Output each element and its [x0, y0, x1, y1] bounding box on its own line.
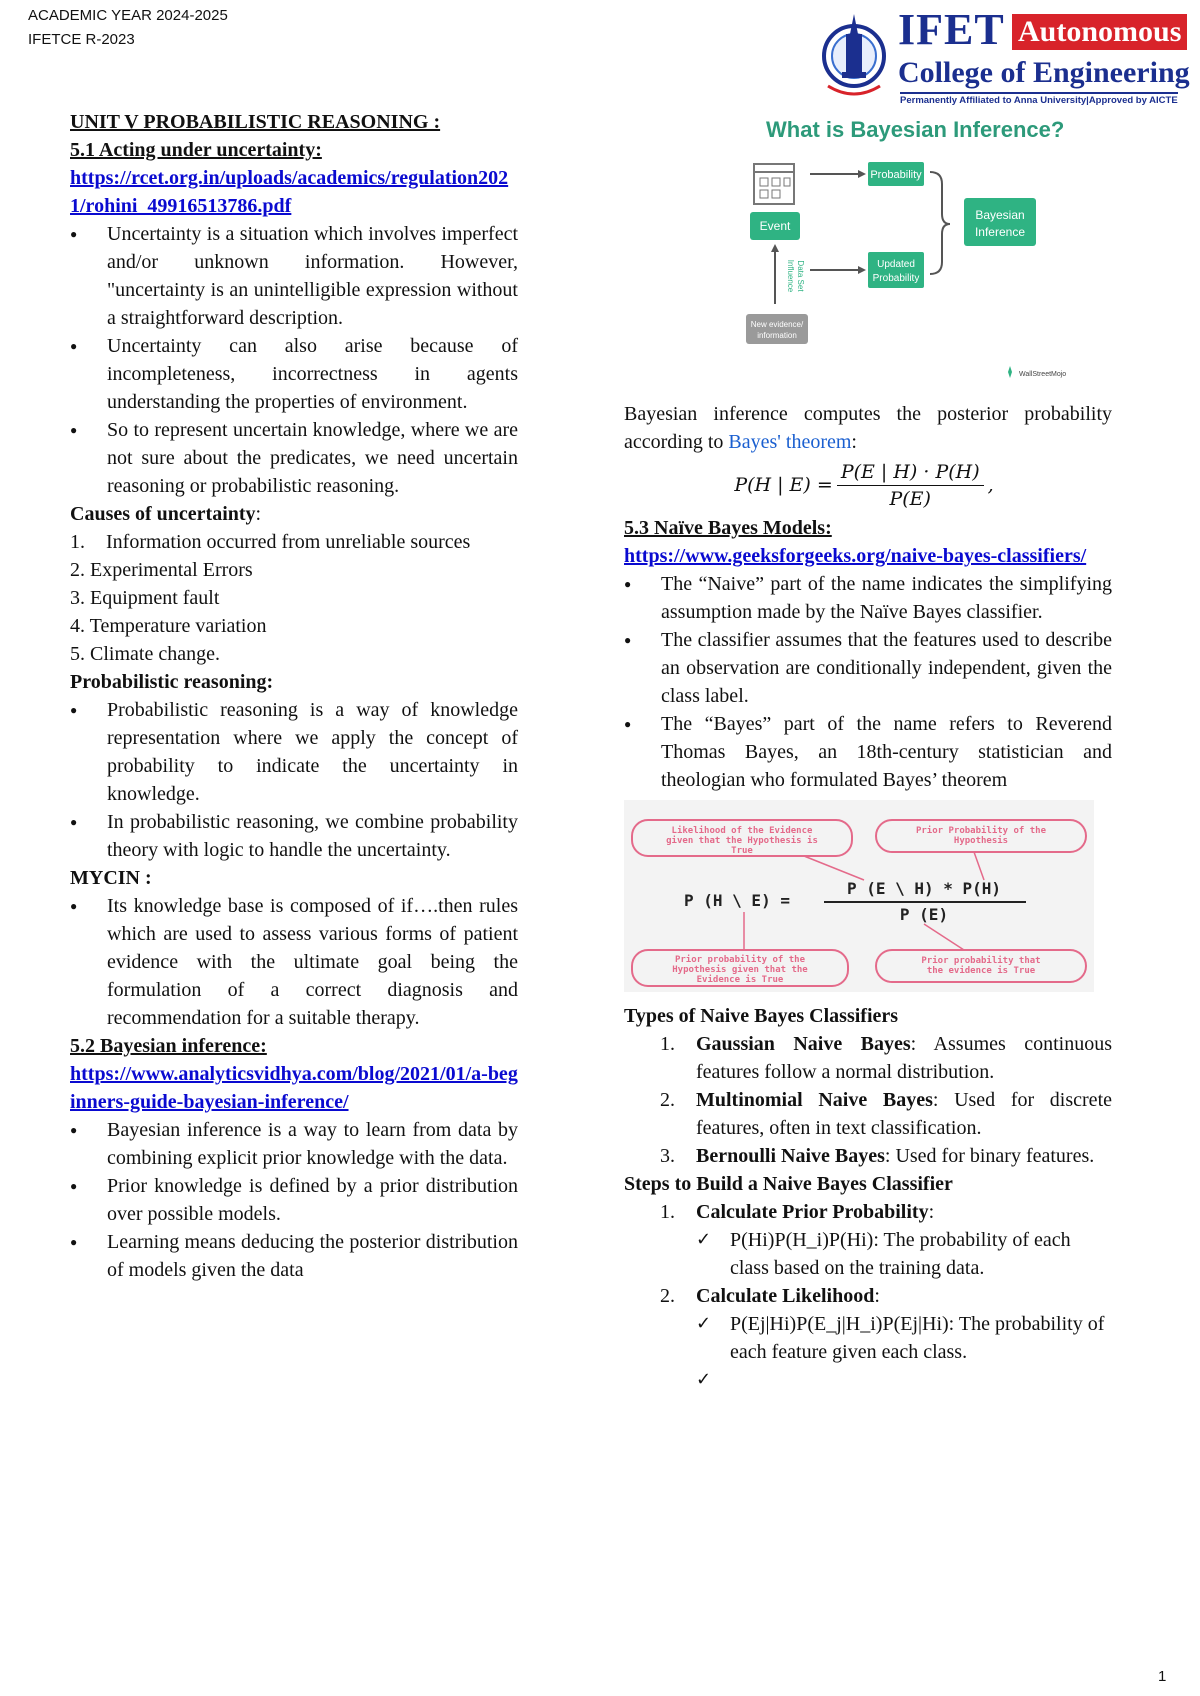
item-text: Temperature variation: [89, 615, 267, 637]
checkmark-icon: ✓: [696, 1313, 712, 1334]
section-5-2-title: 5.2 Bayesian inference:: [70, 1035, 267, 1057]
formula-fraction: [837, 459, 984, 512]
section-5-1-link[interactable]: https://rcet.org.in/uploads/academics/regulation2021/rohini_49916513786.pdf: [70, 167, 509, 217]
item-text: : Assumes continuous features follow a normal distribution.: [696, 1033, 1112, 1083]
academic-year: ACADEMIC YEAR 2024-2025: [28, 7, 228, 24]
evidence-label-2: the evidence is True: [926, 966, 1036, 976]
section-5-1-title: 5.1 Acting under uncertainty:: [70, 139, 322, 161]
new-evidence-label-2: information: [757, 331, 797, 340]
side-label-2: Data Set: [796, 260, 805, 292]
item-text: : Used for discrete features, often in text classification.: [696, 1089, 1112, 1139]
list-item: [70, 612, 518, 640]
list-item: ● So to represent uncertain knowledge, where we are not sure about the predicates, we need uncertain reasoning or probabilistic reasoning.: [70, 416, 518, 500]
bayesian-inference-text: [624, 400, 1112, 456]
text-part: :: [851, 431, 857, 453]
list-item: ● Probabilistic reasoning is a way of knowledge representation where we apply the concept of probability to indicate the uncertainty in knowledge.: [70, 696, 518, 808]
list-item: [70, 528, 518, 556]
mycin-bullets: [70, 892, 518, 1032]
formula-numerator: P(E | H) · P(H): [837, 459, 984, 486]
checkmark-icon: ✓: [696, 1369, 712, 1390]
types-title: Types of Naive Bayes Classifiers: [624, 1005, 899, 1027]
item-name: Calculate Prior Probability: [696, 1201, 929, 1223]
left-column: [70, 108, 518, 1284]
event-label: Event: [759, 219, 791, 233]
list-item: ● The classifier assumes that the features used to describe an observation are conditionally independent, given the class label.: [624, 626, 1112, 710]
probability-label: Probability: [870, 169, 922, 181]
posterior-label-2: Hypothesis given that the: [672, 965, 808, 975]
unit-title: UNIT V PROBABILISTIC REASONING :: [70, 111, 441, 133]
list-item: ● Its knowledge base is composed of if….then rules which are used to assess various forms of patient evidence with the ultimate goal being the formulation of a correct diagnosis and recommendation for a suitable therapy.: [70, 892, 518, 1032]
text-part: Bayesian inference computes the posterior probability according to: [624, 403, 1112, 453]
formula-denominator: P(E): [889, 487, 931, 510]
list-item: ● Learning means deducing the posterior distribution of models given the data: [70, 1228, 518, 1284]
item-number: 4.: [70, 615, 85, 637]
list-item: [624, 1086, 1112, 1142]
bayesian-label-1: Bayesian: [975, 208, 1025, 222]
college-emblem-icon: [820, 6, 888, 100]
document-header: [28, 4, 228, 52]
item-name: Calculate Likelihood: [696, 1285, 875, 1307]
item-text: Information occurred from unreliable sources: [106, 531, 471, 553]
formula-lhs: P(H | E) =: [734, 474, 833, 496]
list-item: ● Prior knowledge is defined by a prior distribution over possible models.: [70, 1172, 518, 1228]
section-5-3-bullets: [624, 570, 1112, 794]
item-number: 2.: [70, 559, 85, 581]
causes-heading: [70, 500, 518, 528]
causes-title: Causes of uncertainty: [70, 503, 256, 525]
item-name: Multinomial Naive Bayes: [696, 1089, 933, 1111]
bayes-theorem-link[interactable]: Bayes' theorem: [728, 431, 852, 453]
item-number: 2.: [660, 1285, 675, 1307]
section-5-1-bullets: [70, 220, 518, 500]
item-number: 1.: [660, 1201, 675, 1223]
list-item: ● The “Bayes” part of the name refers to Reverend Thomas Bayes, an 18th-century statistician and theologian who formulated Bayes’ theorem: [624, 710, 1112, 794]
likelihood-label-3: True: [731, 846, 753, 856]
steps-title: Steps to Build a Naive Bayes Classifier: [624, 1173, 953, 1195]
logo-name: IFET: [898, 5, 1005, 54]
item-name: Gaussian Naive Bayes: [696, 1033, 911, 1055]
probabilistic-reasoning-bullets: [70, 696, 518, 864]
posterior-label-1: Prior probability of the: [674, 955, 806, 965]
logo-affiliation: Permanently Affiliated to Anna University|Approved by AICTE: [900, 92, 1178, 106]
list-item: ● Bayesian inference is a way to learn from data by combining explicit prior knowledge with the data.: [70, 1116, 518, 1172]
section-5-3-link[interactable]: https://www.geeksforgeeks.org/naive-bayes-classifiers/: [624, 545, 1087, 567]
side-label-1: Influence: [786, 259, 795, 293]
list-item: [624, 1030, 1112, 1086]
bayesian-inference-diagram: [624, 144, 1104, 392]
item-number: 2.: [660, 1089, 675, 1111]
section-5-2-bullets: [70, 1116, 518, 1284]
diagram-title: What is Bayesian Inference?: [766, 117, 1065, 142]
new-evidence-label-1: New evidence/: [750, 320, 804, 329]
item-name: Bernoulli Naive Bayes: [696, 1145, 885, 1167]
list-item: ● In probabilistic reasoning, we combine probability theory with logic to handle the uncertainty.: [70, 808, 518, 864]
diagram-source: WallStreetMojo: [1019, 371, 1067, 378]
check-item: [624, 1310, 1112, 1366]
item-number: 3.: [70, 587, 85, 609]
item-number: 1.: [660, 1033, 675, 1055]
section-5-3-title: 5.3 Naïve Bayes Models:: [624, 517, 832, 539]
likelihood-label-1: Likelihood of the Evidence: [671, 826, 813, 836]
prior-label-2: Hypothesis: [953, 836, 1009, 846]
calendar-icon: [754, 164, 794, 204]
page-number: 1: [1158, 1668, 1167, 1685]
item-colon: :: [928, 1201, 935, 1223]
college-logo: [820, 5, 1190, 106]
list-item: ● The “Naive” part of the name indicates the simplifying assumption made by the Naïve Bayes classifier.: [624, 570, 1112, 626]
item-text: P(Ej|Hi)P(E_j|H_i)P(Ej|Hi): The probability of each feature given each class.: [730, 1313, 1105, 1363]
item-text: Equipment fault: [90, 587, 220, 609]
right-column: [624, 116, 1112, 1394]
posterior-label-3: Evidence is True: [696, 975, 784, 985]
list-item: ● Uncertainty is a situation which involves imperfect and/or unknown information. However, "uncertainty is an unintelligible expression without a straightforward description.: [70, 220, 518, 332]
item-text: : Used for binary features.: [884, 1145, 1095, 1167]
evidence-label-1: Prior probability that: [921, 956, 1041, 966]
item-number: 3.: [660, 1145, 675, 1167]
bayes-theorem-image: [624, 800, 1094, 992]
list-item: [70, 640, 518, 668]
check-item-empty: [624, 1366, 1112, 1394]
regulation: IFETCE R-2023: [28, 31, 135, 48]
updated-label-2: Probability: [872, 273, 920, 284]
bayes-denominator: P (E): [899, 905, 949, 924]
item-text: Climate change.: [90, 643, 220, 665]
item-number: 1.: [70, 531, 85, 553]
section-5-2-link[interactable]: https://www.analyticsvidhya.com/blog/2021/01/a-beginners-guide-bayesian-inference/: [70, 1063, 518, 1113]
item-text: Experimental Errors: [90, 559, 253, 581]
list-item: [70, 584, 518, 612]
item-text: P(Hi)P(H_i)P(Hi): The probability of each class based on the training data.: [730, 1229, 1071, 1279]
list-item: [70, 556, 518, 584]
formula-tail: ,: [987, 474, 994, 496]
checkmark-icon: ✓: [696, 1229, 712, 1250]
logo-badge: Autonomous: [1012, 14, 1187, 50]
check-item: [624, 1226, 1112, 1282]
causes-colon: :: [255, 503, 262, 525]
bayesian-label-2: Inference: [974, 225, 1026, 239]
list-item: [624, 1142, 1112, 1170]
item-number: 5.: [70, 643, 85, 665]
likelihood-label-2: given that the Hypothesis is: [666, 836, 818, 846]
prior-label-1: Prior Probability of the: [915, 826, 1047, 836]
bayes-formula: [684, 456, 1044, 514]
list-item: ● Uncertainty can also arise because of incompleteness, incorrectness in agents understanding the properties of environment.: [70, 332, 518, 416]
bayes-numerator: P (E \ H) * P(H): [846, 879, 1002, 898]
source-logo-icon: [1008, 366, 1012, 378]
list-item: [624, 1198, 1112, 1226]
logo-college: College of Engineering: [898, 56, 1190, 89]
item-colon: :: [874, 1285, 880, 1307]
list-item: [624, 1282, 1112, 1310]
mycin-title: MYCIN :: [70, 867, 152, 889]
probabilistic-reasoning-title: Probabilistic reasoning:: [70, 671, 274, 693]
updated-label-1: Updated: [877, 259, 915, 270]
bayes-lhs: P (H \ E) =: [684, 891, 790, 910]
